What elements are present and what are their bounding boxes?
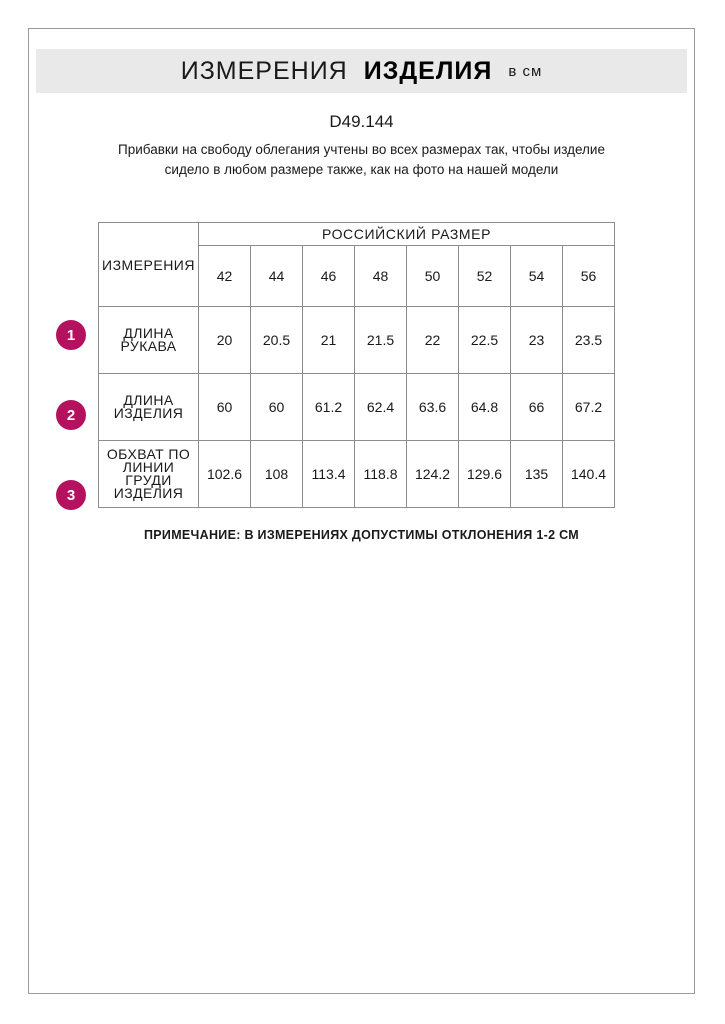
table-header-group-row — [99, 223, 615, 246]
cell-r2-c2: 113.4 — [303, 441, 355, 508]
row-badge-1: 1 — [56, 320, 86, 350]
cell-r2-c3: 118.8 — [355, 441, 407, 508]
size-cell-46: 46 — [303, 246, 355, 307]
cell-r0-c7: 23.5 — [563, 307, 615, 374]
size-cell-56: 56 — [563, 246, 615, 307]
cell-r0-c0: 20 — [199, 307, 251, 374]
size-cell-54: 54 — [511, 246, 563, 307]
size-cell-48: 48 — [355, 246, 407, 307]
cell-r2-c1: 108 — [251, 441, 303, 508]
row-label-product-length: ДЛИНА ИЗДЕЛИЯ — [99, 374, 199, 441]
title-units: в см — [508, 62, 543, 80]
cell-r0-c3: 21.5 — [355, 307, 407, 374]
footer-note: ПРИМЕЧАНИЕ: В ИЗМЕРЕНИЯХ ДОПУСТИМЫ ОТКЛОНЕНИЯ 1-2 СМ — [144, 528, 579, 542]
size-cell-52: 52 — [459, 246, 511, 307]
cell-r1-c6: 66 — [511, 374, 563, 441]
cell-r1-c3: 62.4 — [355, 374, 407, 441]
subtitle-text: Прибавки на свободу облегания учтены во всех размерах так, чтобы изделие сидело в любом размере также, как на фото на нашей модели — [118, 142, 605, 177]
measurement-table-wrap — [28, 222, 695, 508]
cell-r0-c4: 22 — [407, 307, 459, 374]
table-row — [99, 441, 615, 508]
measurement-table — [98, 222, 615, 508]
row-label-sleeve-length: ДЛИНА РУКАВА — [99, 307, 199, 374]
row-label-chest-girth: ОБХВАТ ПО ЛИНИИ ГРУДИ ИЗДЕЛИЯ — [99, 441, 199, 508]
title-bar — [36, 49, 687, 93]
cell-r0-c6: 23 — [511, 307, 563, 374]
document-content — [28, 28, 695, 542]
cell-r2-c5: 129.6 — [459, 441, 511, 508]
cell-r0-c2: 21 — [303, 307, 355, 374]
cell-r1-c5: 64.8 — [459, 374, 511, 441]
cell-r0-c5: 22.5 — [459, 307, 511, 374]
cell-r2-c6: 135 — [511, 441, 563, 508]
row-badge-3: 3 — [56, 480, 86, 510]
title-product: ИЗДЕЛИЯ — [363, 56, 493, 85]
title-measurements: ИЗМЕРЕНИЯ — [180, 56, 348, 85]
cell-r2-c4: 124.2 — [407, 441, 459, 508]
cell-r1-c4: 63.6 — [407, 374, 459, 441]
size-cell-50: 50 — [407, 246, 459, 307]
cell-r1-c2: 61.2 — [303, 374, 355, 441]
size-group-header-cell: РОССИЙСКИЙ РАЗМЕР — [199, 223, 615, 246]
table-row — [99, 374, 615, 441]
row-badge-2: 2 — [56, 400, 86, 430]
size-cell-44: 44 — [251, 246, 303, 307]
size-cell-42: 42 — [199, 246, 251, 307]
article-code: D49.144 — [329, 112, 394, 131]
cell-r1-c1: 60 — [251, 374, 303, 441]
cell-r1-c7: 67.2 — [563, 374, 615, 441]
cell-r1-c0: 60 — [199, 374, 251, 441]
measurements-header-cell: ИЗМЕРЕНИЯ — [99, 223, 199, 307]
cell-r2-c7: 140.4 — [563, 441, 615, 508]
table-row — [99, 307, 615, 374]
cell-r0-c1: 20.5 — [251, 307, 303, 374]
cell-r2-c0: 102.6 — [199, 441, 251, 508]
